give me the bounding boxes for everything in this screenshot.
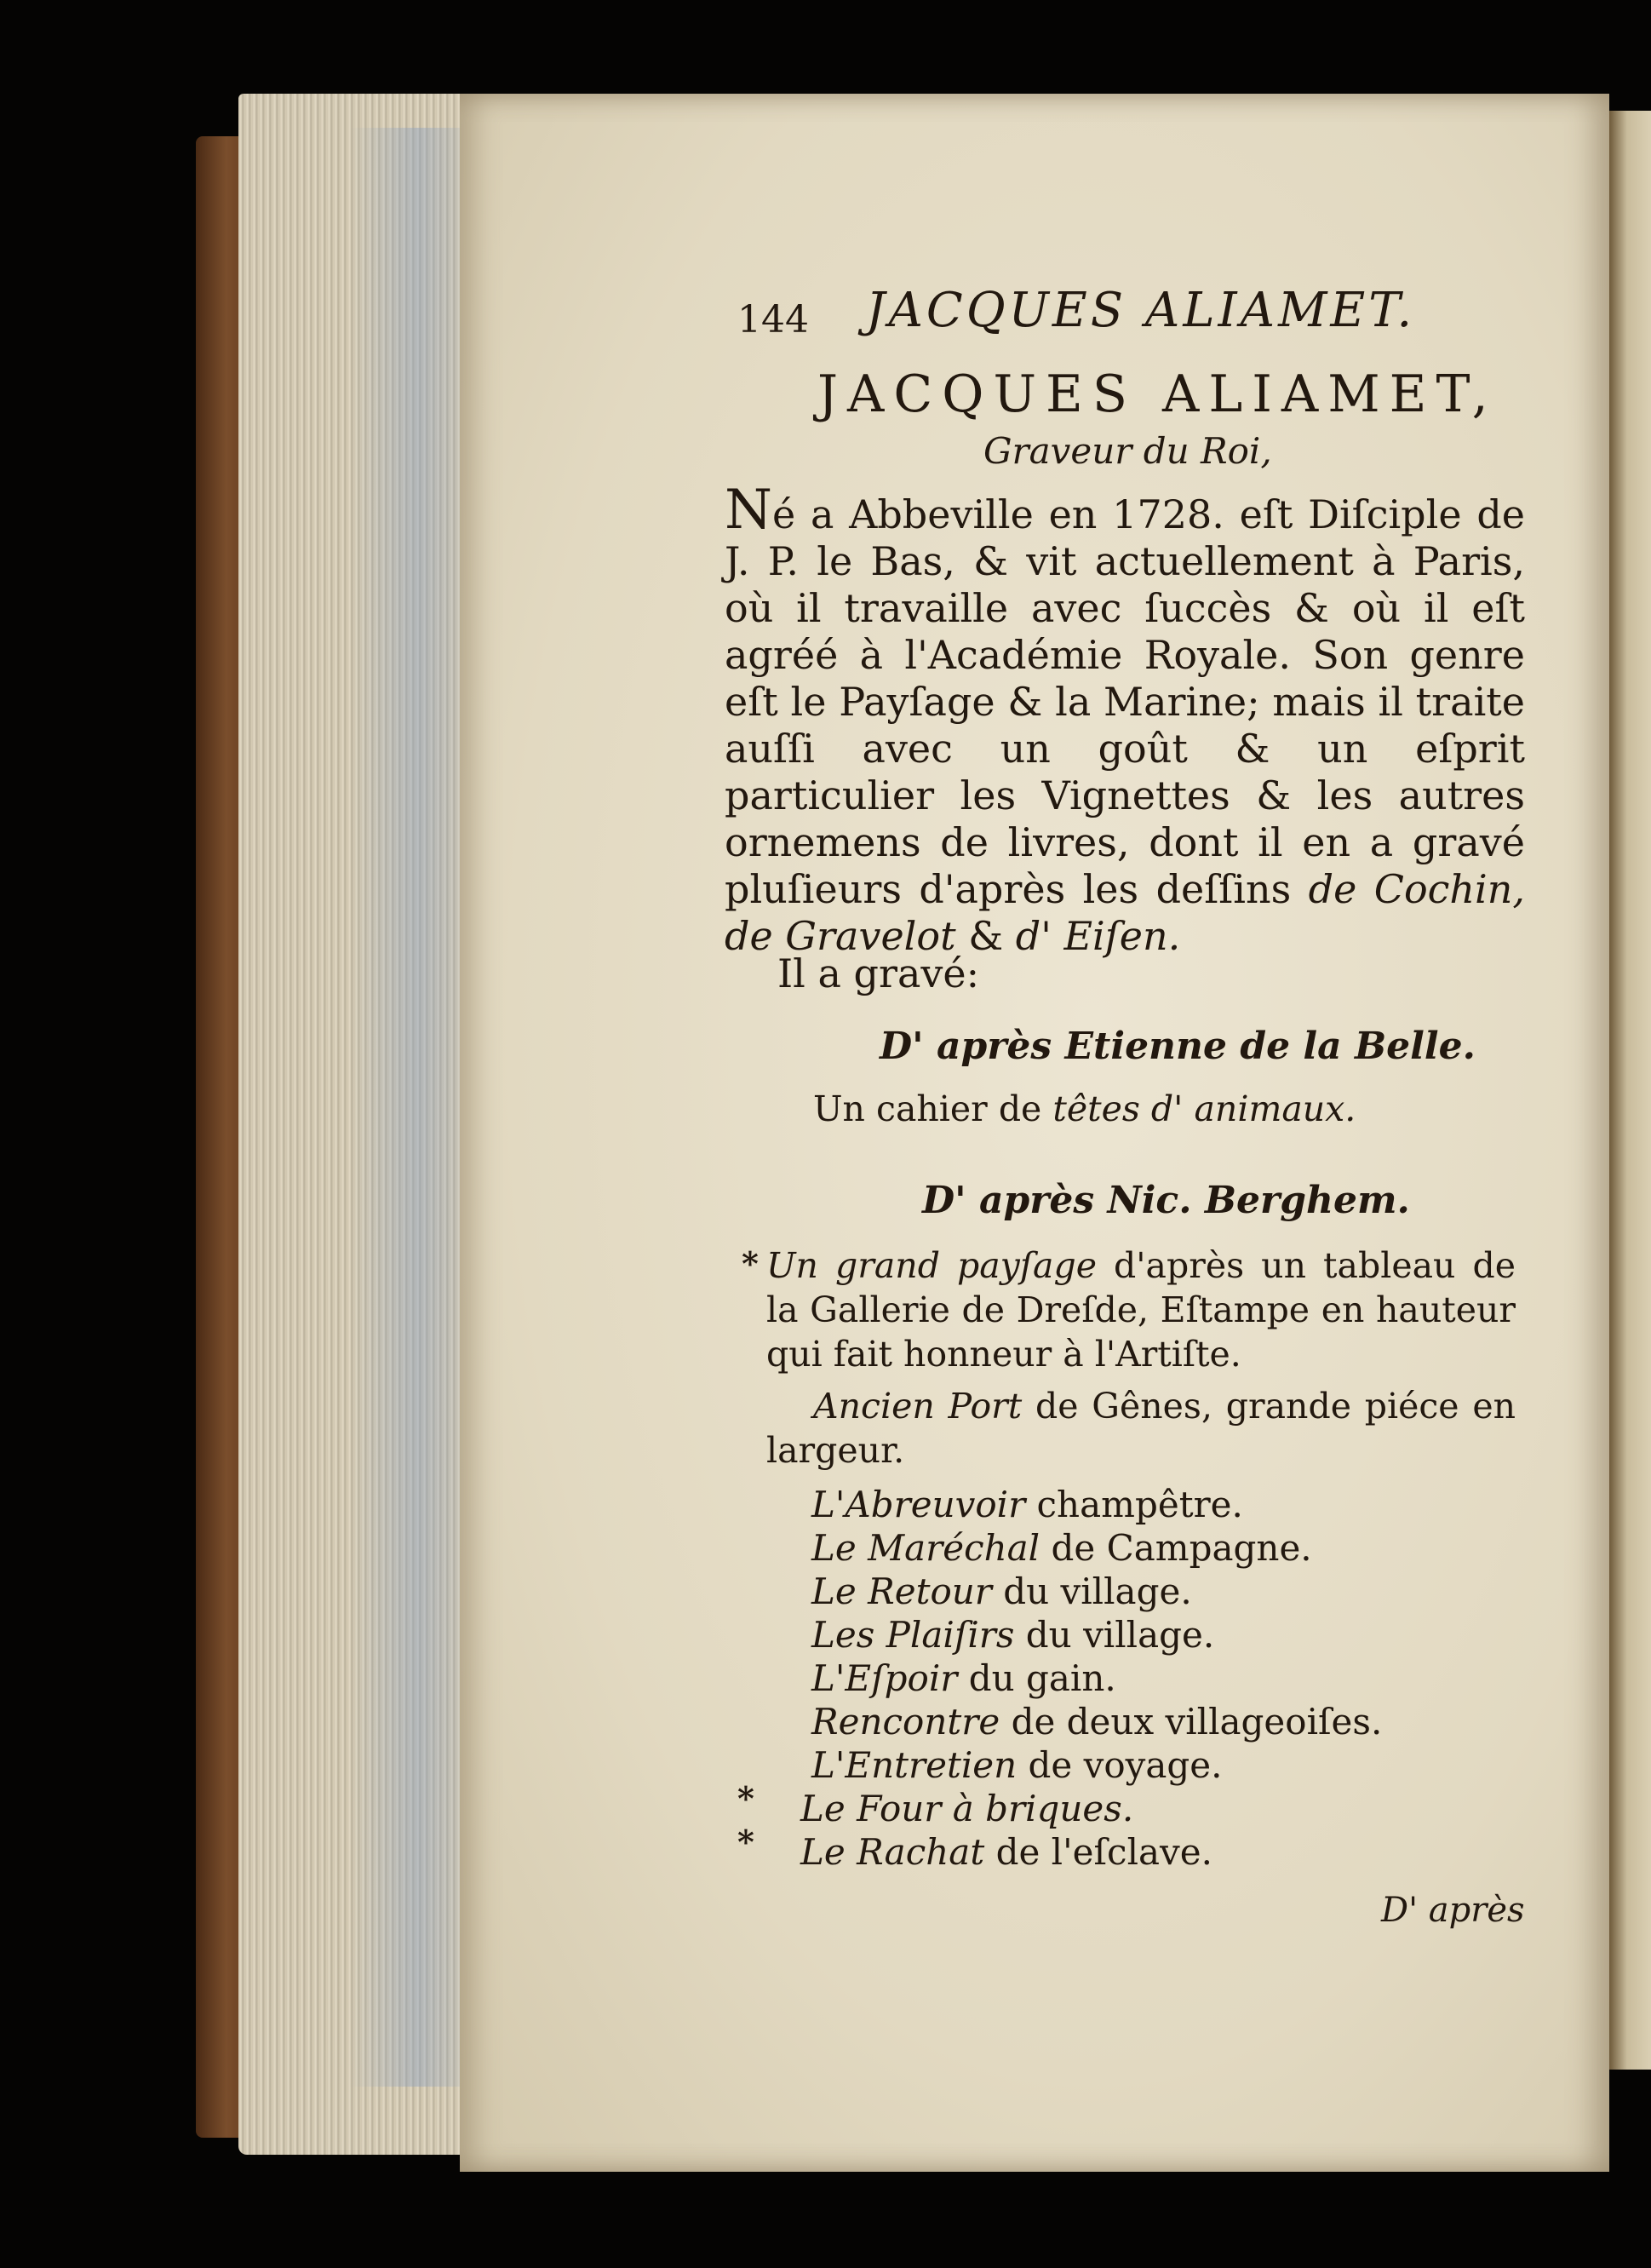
- list-item-text: de voyage.: [1028, 1744, 1223, 1786]
- running-title: JACQUES ALIAMET.: [866, 283, 1416, 338]
- list-item-italic: Les Plaiſirs: [811, 1614, 1015, 1656]
- biography-amp: &: [968, 913, 1004, 959]
- list-item: [800, 1788, 1133, 1829]
- page-number: 144: [737, 298, 809, 342]
- asterisk-mark: *: [742, 1244, 759, 1283]
- list-item-star: *: [737, 1779, 754, 1817]
- work-title-italic: Un grand payſage: [766, 1245, 1097, 1286]
- list-item-italic: Le Rachat: [800, 1831, 985, 1873]
- list-item: [800, 1831, 1212, 1873]
- list-item: [811, 1570, 1192, 1612]
- list-item-italic: Le Maréchal: [811, 1527, 1040, 1569]
- list-item-text: du village.: [1003, 1570, 1192, 1612]
- list-item: [811, 1657, 1116, 1699]
- work-title-italic: Ancien Port: [813, 1386, 1023, 1427]
- list-item-text: de deux villageoiſes.: [1011, 1701, 1383, 1743]
- list-item-italic: L'Entretien: [811, 1744, 1018, 1786]
- list-item-italic: Rencontre: [811, 1701, 1000, 1743]
- list-item-italic: Le Four à briques.: [800, 1788, 1134, 1829]
- facing-page-edge: [1609, 111, 1651, 2070]
- work-description: d'après un tableau de la Gallerie de Dreſde, Eſtampe en hauteur qui fait honneur à l'Artiſte.: [766, 1245, 1516, 1375]
- list-item: [811, 1614, 1214, 1656]
- list-item: [811, 1701, 1382, 1743]
- list-item: [811, 1484, 1243, 1525]
- list-item-text: champêtre.: [1036, 1484, 1243, 1525]
- work-paragraph-port: [766, 1384, 1516, 1473]
- list-item-italic: L'Abreuvoir: [811, 1484, 1026, 1525]
- work-line-italic: têtes d' animaux.: [1052, 1088, 1356, 1129]
- entry-title: JACQUES ALIAMET,: [817, 365, 1498, 424]
- biography-italic-2: d' Eiſen.: [1015, 913, 1181, 959]
- list-item-italic: Le Retour: [811, 1570, 992, 1612]
- il-a-grave: Il a gravé:: [777, 950, 980, 996]
- work-line-text: Un cahier de: [813, 1088, 1042, 1129]
- work-description: de Gênes, grande piéce en largeur.: [766, 1386, 1516, 1471]
- list-item: [811, 1744, 1223, 1786]
- section-heading-la-belle: D' après Etienne de la Belle.: [880, 1025, 1476, 1068]
- list-item-text: du gain.: [968, 1657, 1116, 1699]
- work-line: [813, 1088, 1356, 1129]
- entry-subtitle: Graveur du Roi,: [983, 430, 1272, 472]
- list-item-text: de Campagne.: [1051, 1527, 1312, 1569]
- list-item-text: de l'eſclave.: [995, 1831, 1212, 1873]
- biography-text: é a Abbeville en 1728. eſt Diſciple de J. P. le Bas, & vit actuellement à Paris, où il travaille avec ſuccès & où il eſt agréé à l'Académie Royale. Son genre eſt le Payſage & la Marine; mais il traite auſſi avec un goût & un eſprit particulier les Vignettes & les autres ornemens de livres, dont il en a gravé pluſieurs d'après les deſſins: [725, 491, 1525, 912]
- section-heading-berghem: D' après Nic. Berghem.: [922, 1179, 1410, 1222]
- catchword: D' après: [1381, 1891, 1525, 1930]
- list-item: [811, 1527, 1312, 1569]
- drop-capital: N: [725, 479, 772, 542]
- list-item-star: *: [737, 1823, 754, 1861]
- work-paragraph-paysage: [766, 1243, 1516, 1376]
- biography-paragraph: [725, 479, 1526, 960]
- list-item-text: du village.: [1025, 1614, 1215, 1656]
- list-item-italic: L'Eſpoir: [811, 1657, 958, 1699]
- biography-italic-1: de Cochin, de Gravelot: [725, 866, 1526, 959]
